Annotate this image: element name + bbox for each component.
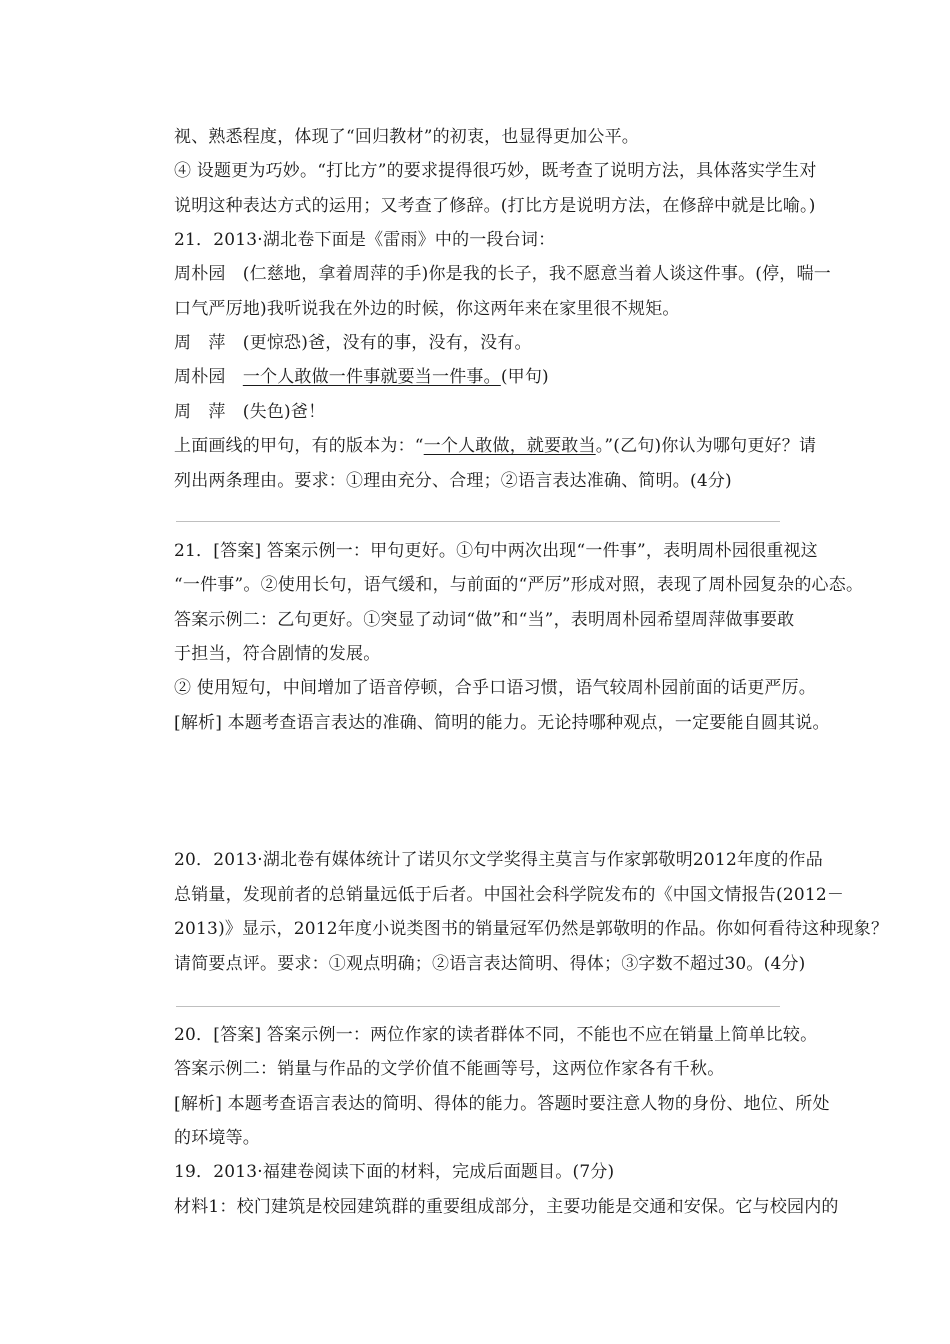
question-21-heading: 21．2013·湖北卷下面是《雷雨》中的一段台词： bbox=[174, 230, 556, 250]
question-19-heading: 19．2013·福建卷阅读下面的材料，完成后面题目。(7分) bbox=[174, 1162, 615, 1182]
analysis-20: [解析] 本题考查语言表达的简明、得体的能力。答题时要注意人物的身份、地位、所处 bbox=[174, 1094, 830, 1114]
answer-20: 20．[答案] 答案示例一：两位作家的读者群体不同，不能也不应在销量上简单比较。 bbox=[174, 1025, 818, 1045]
underlined-sentence-yi: 一个人敢做，就要敢当 bbox=[423, 436, 596, 456]
question-text: 列出两条理由。要求：①理由充分、合理；②语言表达准确、简明。(4分) bbox=[174, 471, 732, 491]
question-text-part: 。”(乙句)你认为哪句更好？请 bbox=[595, 436, 817, 456]
text-line: ④ 设题更为巧妙。“打比方”的要求提得很巧妙，既考查了说明方法，具体落实学生对 bbox=[174, 161, 817, 181]
answer-text: 于担当，符合剧情的发展。 bbox=[174, 644, 381, 664]
script-line: 周朴园 (仁慈地，拿着周萍的手)你是我的长子，我不愿意当着人谈这件事。(停，喘一 bbox=[174, 264, 831, 284]
analysis-text: 的环境等。 bbox=[174, 1128, 260, 1148]
answer-line bbox=[176, 521, 780, 522]
speaker-name: 周朴园 bbox=[174, 367, 243, 387]
question-text: 2013)》显示，2012年度小说类图书的销量冠军仍然是郭敬明的作品。你如何看待这种现象？ bbox=[174, 919, 889, 939]
analysis-21: [解析] 本题考查语言表达的准确、简明的能力。无论持哪种观点，一定要能自圆其说。 bbox=[174, 713, 830, 733]
answer-line bbox=[176, 1006, 780, 1007]
script-line bbox=[174, 366, 549, 388]
question-20-heading: 20．2013·湖北卷有媒体统计了诺贝尔文学奖得主莫言与作家郭敬明2012年度的作品 bbox=[174, 850, 823, 870]
question-text-part: 上面画线的甲句，有的版本为：“ bbox=[174, 436, 424, 456]
question-text bbox=[174, 435, 816, 457]
script-line: 口气严厉地)我听说我在外边的时候，你这两年来在家里很不规矩。 bbox=[174, 299, 680, 319]
answer-text: ② 使用短句，中间增加了语音停顿，合乎口语习惯，语气较周朴园前面的话更严厉。 bbox=[174, 678, 817, 698]
question-text: 请简要点评。要求：①观点明确；②语言表达简明、得体；③字数不超过30。(4分) bbox=[174, 954, 806, 974]
sentence-tag: (甲句) bbox=[500, 367, 549, 387]
text-line: 视、熟悉程度，体现了“回归教材”的初衷，也显得更加公平。 bbox=[174, 127, 639, 147]
underlined-sentence-jia: 一个人敢做一件事就要当一件事。 bbox=[242, 367, 501, 387]
question-text: 总销量，发现前者的总销量远低于后者。中国社会科学院发布的《中国文情报告(2012－ bbox=[174, 885, 845, 905]
answer-text: 答案示例二：乙句更好。①突显了动词“做”和“当”，表明周朴园希望周萍做事要敢 bbox=[174, 610, 795, 630]
text-line: 说明这种表达方式的运用；又考查了修辞。(打比方是说明方法，在修辞中就是比喻。) bbox=[174, 196, 816, 216]
script-line: 周 萍 (失色)爸！ bbox=[174, 402, 326, 422]
material-text: 材料1：校门建筑是校园建筑群的重要组成部分，主要功能是交通和安保。它与校园内的 bbox=[174, 1197, 839, 1217]
answer-text: “一件事”。②使用长句，语气缓和，与前面的“严厉”形成对照，表现了周朴园复杂的心态。 bbox=[174, 575, 864, 595]
answer-text: 答案示例二：销量与作品的文学价值不能画等号，这两位作家各有千秋。 bbox=[174, 1059, 725, 1079]
answer-21: 21．[答案] 答案示例一：甲句更好。①句中两次出现“一件事”，表明周朴园很重视这 bbox=[174, 541, 818, 561]
script-line: 周 萍 (更惊恐)爸，没有的事，没有，没有。 bbox=[174, 333, 532, 353]
